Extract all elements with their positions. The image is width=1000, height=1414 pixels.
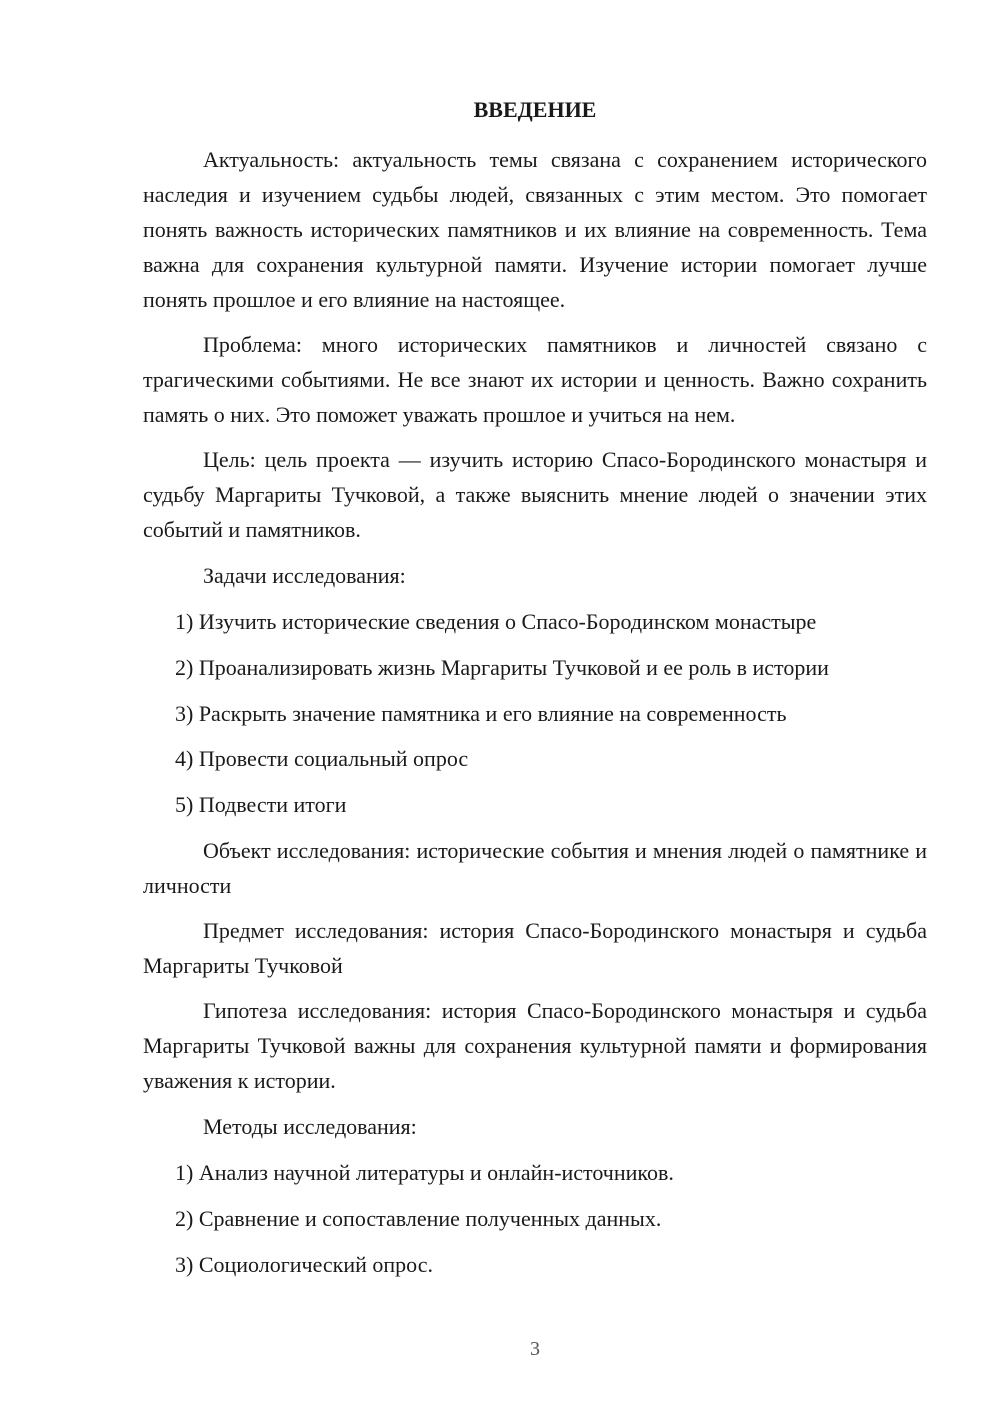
relevance-paragraph: Актуальность: актуальность темы связана с сохранением исторического наследия и изучением судьбы людей, связанных с этим местом. Это помогает понять важность исторических памятников и их влияние на современность. Тема важна для сохранения культурной памяти. Изучение истории помогает лучше понять прошлое и его влияние на настоящее.	[143, 147, 927, 312]
method-item: 2) Сравнение и сопоставление полученных данных.	[175, 1205, 662, 1231]
tasks-list	[143, 604, 927, 822]
methods-list	[143, 1155, 927, 1282]
document-page	[143, 92, 927, 1282]
subject-paragraph: Предмет исследования: история Спасо-Бородинского монастыря и судьба Маргариты Тучковой	[143, 918, 927, 979]
task-item: 5) Подвести итоги	[175, 792, 347, 818]
method-item: 1) Анализ научной литературы и онлайн-источников.	[175, 1160, 674, 1186]
method-item: 3) Социологический опрос.	[175, 1251, 433, 1277]
task-item: 2) Проанализировать жизнь Маргариты Тучковой и ее роль в истории	[175, 654, 829, 680]
methods-heading: Методы исследования:	[203, 1114, 417, 1140]
task-item: 1) Изучить исторические сведения о Спасо-Бородинском монастыре	[175, 609, 817, 634]
task-item: 4) Провести социальный опрос	[175, 746, 469, 772]
hypothesis-paragraph: Гипотеза исследования: история Спасо-Бородинского монастыря и судьба Маргариты Тучковой важны для сохранения культурной памяти и формирования уважения к истории.	[143, 998, 927, 1094]
page-title: ВВЕДЕНИЕ	[473, 97, 597, 122]
tasks-heading: Задачи исследования:	[203, 563, 406, 588]
problem-paragraph: Проблема: много исторических памятников и личностей связано с трагическими событиями. Не все знают их истории и ценность. Важно сохранить память о них. Это поможет уважать прошлое и учиться на нем.	[143, 332, 927, 427]
goal-paragraph: Цель: цель проекта — изучить историю Спасо-Бородинского монастыря и судьбу Маргариты Тучковой, а также выяснить мнение людей о значении этих событий и памятников.	[143, 447, 927, 542]
task-item: 3) Раскрыть значение памятника и его влияние на современность	[175, 700, 787, 726]
object-paragraph: Объект исследования: исторические события и мнения людей о памятнике и личности	[143, 838, 927, 899]
page-number: 3	[530, 1338, 540, 1360]
